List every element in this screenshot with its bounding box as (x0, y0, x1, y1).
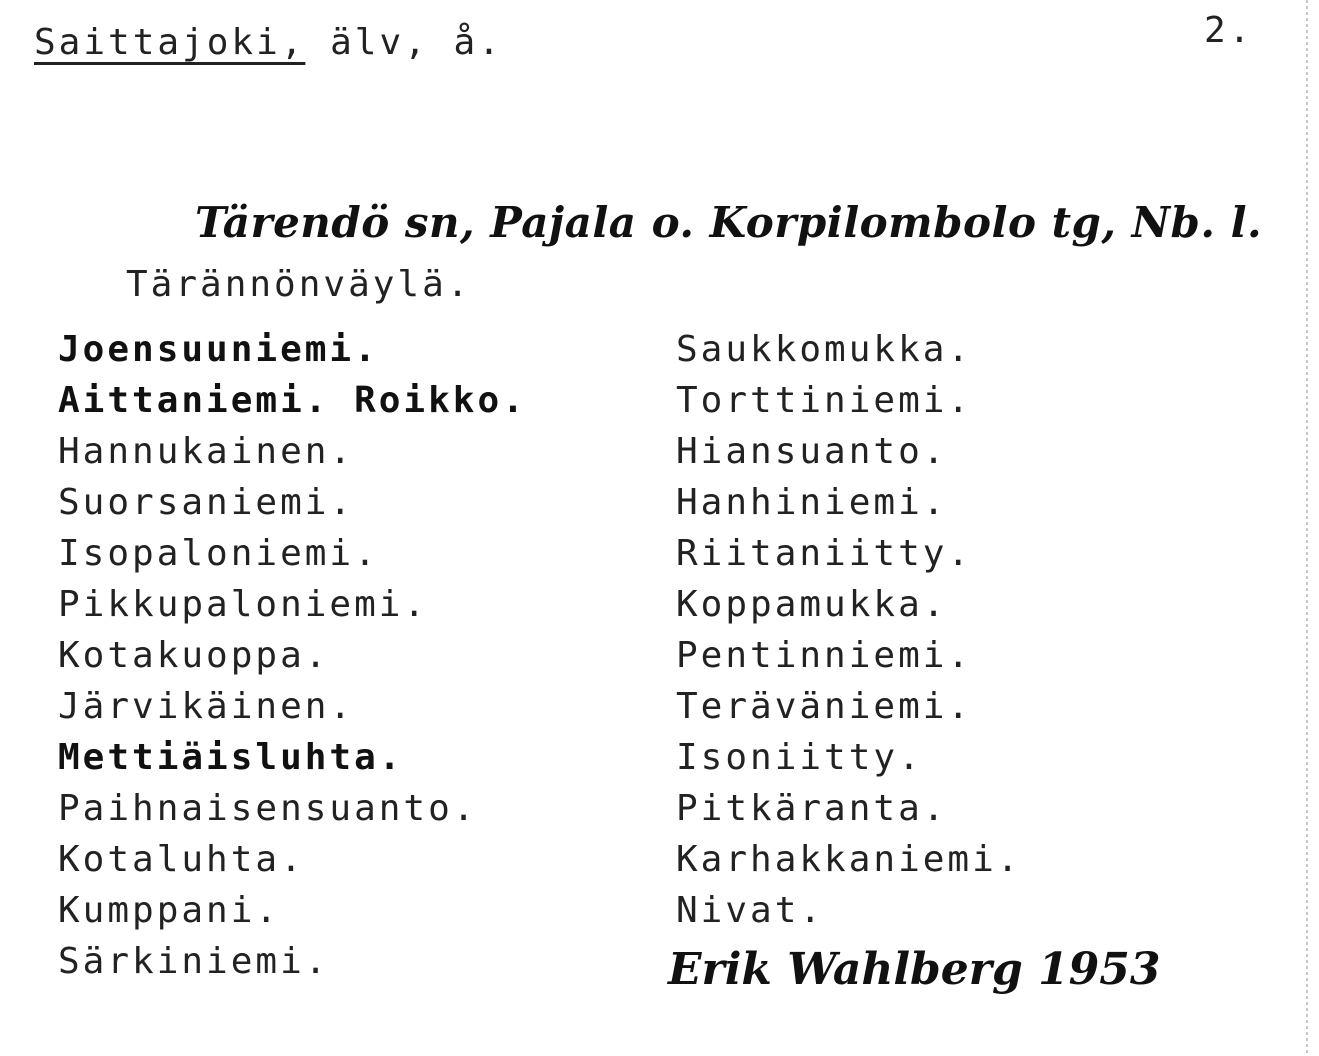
list-item: Pitkäranta. (676, 788, 948, 829)
list-item: Mettiäisluhta. (58, 737, 404, 778)
card-edge-line (1306, 0, 1308, 1056)
list-item: Hanhiniemi. (676, 482, 948, 523)
location-stamp: Tärendö sn, Pajala o. Korpilombolo tg, Nb. l. (195, 198, 1263, 247)
list-item: Hiansuanto. (676, 431, 948, 472)
list-item: Koppamukka. (676, 584, 948, 625)
list-item: Kumppani. (58, 890, 281, 931)
river-name: Tärännönväylä. (126, 264, 472, 305)
list-item: Särkiniemi. (58, 941, 330, 982)
list-item: Suorsaniemi. (58, 482, 355, 523)
collector-signature: Erik Wahlberg 1953 (668, 944, 1161, 995)
list-item: Paihnaisensuanto. (58, 788, 478, 829)
list-item: Pikkupaloniemi. (58, 584, 429, 625)
list-item: Järvikäinen. (58, 686, 355, 727)
heading (34, 22, 503, 63)
list-item: Riitaniitty. (676, 533, 973, 574)
heading-river-name: Saittajoki, (34, 22, 306, 63)
list-item: Hannukainen. (58, 431, 355, 472)
list-item: Kotakuoppa. (58, 635, 330, 676)
list-item: Isoniitty. (676, 737, 923, 778)
place-names-left-column (58, 324, 527, 987)
list-item: Saukkomukka. (676, 329, 973, 370)
list-item: Isopaloniemi. (58, 533, 379, 574)
list-item: Aittaniemi. Roikko. (58, 380, 527, 421)
list-item: Teräväniemi. (676, 686, 973, 727)
list-item: Karhakkaniemi. (676, 839, 1022, 880)
list-item: Pentinniemi. (676, 635, 973, 676)
list-item: Torttiniemi. (676, 380, 973, 421)
heading-type: älv, å. (305, 22, 503, 63)
list-item: Kotaluhta. (58, 839, 305, 880)
page-number: 2. (1204, 10, 1254, 51)
list-item: Nivat. (676, 890, 825, 931)
list-item: Joensuuniemi. (58, 329, 379, 370)
place-names-right-column (676, 324, 1021, 936)
